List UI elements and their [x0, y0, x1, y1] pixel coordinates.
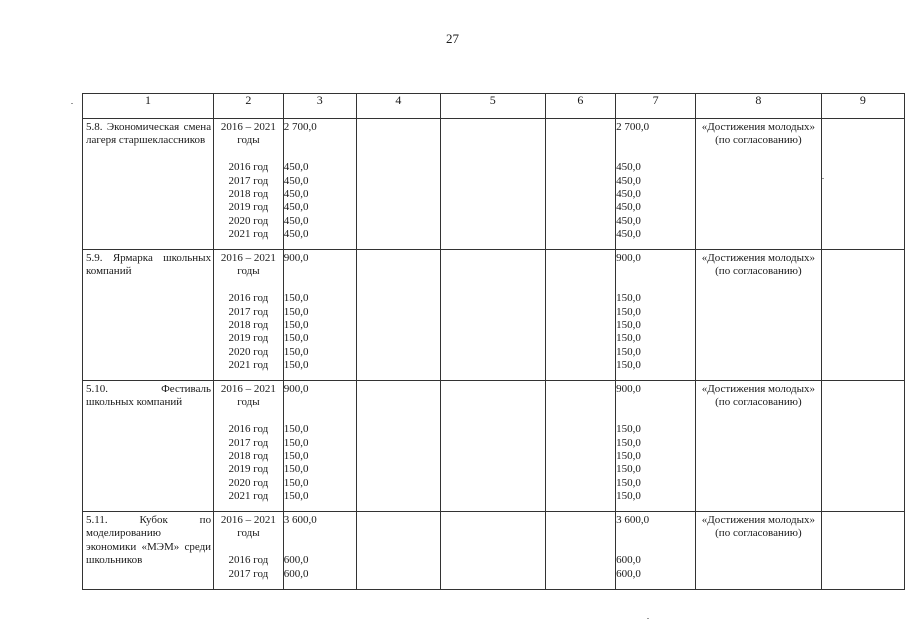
spacer-line: [214, 541, 283, 554]
local-budget-cell: [545, 119, 615, 250]
federal-budget-cell: [356, 381, 440, 512]
spacer-line: [616, 279, 695, 292]
total-value: 900,0: [283, 252, 309, 264]
year-value: 150,0: [616, 292, 641, 305]
total-value: 900,0: [616, 252, 641, 264]
table-row: [83, 512, 905, 590]
activity-name-cell: [83, 119, 214, 250]
column-header-9: 9: [821, 94, 904, 119]
spacer-line: [284, 541, 356, 554]
spacer-line: [616, 148, 695, 161]
period-text: 2016 – 2021: [220, 252, 276, 264]
note-cell: [821, 119, 904, 250]
year-value: 150,0: [616, 305, 641, 318]
year-label: 2018 год: [228, 187, 269, 200]
total-value: 3 600,0: [283, 514, 317, 526]
extrabudget-cell: [616, 119, 696, 250]
period-cell: [214, 119, 284, 250]
year-label: 2021 год: [228, 490, 269, 503]
year-value: 150,0: [283, 332, 309, 345]
scan-speck: [822, 178, 824, 179]
period-text: 2016 – 2021: [220, 383, 276, 395]
spacer-line: [616, 541, 695, 554]
year-value: 450,0: [616, 201, 641, 214]
column-header-2: 2: [214, 94, 284, 119]
period-cell: [214, 381, 284, 512]
spacer-line: [616, 410, 695, 423]
activity-name-cell: [83, 381, 214, 512]
activity-name: 5.9. Ярмарка школьных компаний: [86, 252, 212, 278]
budget-total-cell: [283, 381, 356, 512]
year-value: 450,0: [616, 214, 641, 227]
year-value: 150,0: [283, 292, 309, 305]
federal-budget-cell: [356, 250, 440, 381]
year-value: 450,0: [616, 228, 641, 241]
program-table: [82, 93, 905, 590]
year-value: 450,0: [283, 214, 309, 227]
year-value: 600,0: [616, 567, 641, 580]
executor-cell: [696, 512, 822, 590]
executor-text: (по согласованию): [715, 265, 802, 278]
header-row: [83, 94, 905, 119]
scan-speck: [71, 103, 73, 104]
year-value: 150,0: [616, 332, 641, 345]
spacer-line: [284, 134, 356, 147]
year-label: 2017 год: [228, 174, 269, 187]
spacer-line: [284, 527, 356, 540]
year-value: 150,0: [616, 476, 641, 489]
regional-budget-cell: [440, 381, 545, 512]
total-value: 900,0: [283, 383, 309, 395]
activity-name: 5.10. Фестиваль школьных компаний: [86, 383, 212, 409]
budget-total-cell: [283, 119, 356, 250]
total-value: 900,0: [616, 383, 641, 395]
year-label: 2020 год: [228, 345, 269, 358]
column-header-5: 5: [440, 94, 545, 119]
year-value: 150,0: [616, 359, 641, 372]
year-label: 2016 год: [228, 554, 269, 567]
year-label: 2017 год: [228, 436, 269, 449]
period-cell: [214, 250, 284, 381]
period-cell: [214, 512, 284, 590]
year-label: 2019 год: [228, 201, 269, 214]
federal-budget-cell: [356, 512, 440, 590]
spacer-line: [284, 265, 356, 278]
total-value: 2 700,0: [616, 121, 650, 133]
note-cell: [821, 512, 904, 590]
year-value: 600,0: [283, 567, 309, 580]
spacer-line: [616, 527, 695, 540]
year-label: 2019 год: [228, 463, 269, 476]
year-value: 150,0: [283, 345, 309, 358]
local-budget-cell: [545, 512, 615, 590]
period-text: годы: [237, 265, 260, 278]
year-label: 2018 год: [228, 318, 269, 331]
year-value: 150,0: [283, 476, 309, 489]
year-label: 2020 год: [228, 214, 269, 227]
year-label: 2018 год: [228, 449, 269, 462]
executor-text: «Достижения молодых»: [701, 514, 816, 526]
period-text: годы: [237, 396, 260, 409]
year-value: 450,0: [616, 174, 641, 187]
year-value: 150,0: [283, 490, 309, 503]
spacer-line: [284, 410, 356, 423]
executor-text: (по согласованию): [715, 527, 802, 540]
executor-text: (по согласованию): [715, 396, 802, 409]
column-header-7: 7: [616, 94, 696, 119]
year-label: 2019 год: [228, 332, 269, 345]
activity-name-cell: [83, 512, 214, 590]
spacer-line: [616, 265, 695, 278]
note-cell: [821, 381, 904, 512]
year-value: 150,0: [616, 436, 641, 449]
year-value: 600,0: [616, 554, 641, 567]
spacer-line: [284, 279, 356, 292]
year-value: 150,0: [616, 449, 641, 462]
regional-budget-cell: [440, 512, 545, 590]
table-row: [83, 119, 905, 250]
period-text: годы: [237, 527, 260, 540]
year-label: 2016 год: [228, 161, 269, 174]
year-label: 2017 год: [228, 305, 269, 318]
spacer-line: [214, 279, 283, 292]
year-value: 150,0: [616, 318, 641, 331]
executor-text: «Достижения молодых»: [701, 252, 816, 264]
year-label: 2016 год: [228, 292, 269, 305]
period-text: 2016 – 2021: [220, 514, 276, 526]
year-label: 2021 год: [228, 359, 269, 372]
year-label: 2016 год: [228, 423, 269, 436]
column-header-1: 1: [83, 94, 214, 119]
year-value: 450,0: [616, 187, 641, 200]
executor-text: «Достижения молодых»: [701, 121, 816, 133]
year-value: 150,0: [283, 463, 309, 476]
year-value: 450,0: [283, 161, 309, 174]
column-header-4: 4: [356, 94, 440, 119]
column-header-8: 8: [696, 94, 822, 119]
year-value: 150,0: [616, 345, 641, 358]
year-value: 450,0: [283, 228, 309, 241]
spacer-line: [284, 148, 356, 161]
column-header-3: 3: [283, 94, 356, 119]
budget-total-cell: [283, 250, 356, 381]
total-value: 3 600,0: [616, 514, 650, 526]
year-value: 600,0: [283, 554, 309, 567]
executor-text: «Достижения молодых»: [701, 383, 816, 395]
spacer-line: [214, 410, 283, 423]
local-budget-cell: [545, 381, 615, 512]
year-value: 150,0: [616, 463, 641, 476]
note-cell: [821, 250, 904, 381]
spacer-line: [284, 396, 356, 409]
executor-cell: [696, 119, 822, 250]
spacer-line: [214, 148, 283, 161]
extrabudget-cell: [616, 381, 696, 512]
year-value: 150,0: [283, 305, 309, 318]
extrabudget-cell: [616, 512, 696, 590]
year-value: 150,0: [616, 423, 641, 436]
executor-cell: [696, 250, 822, 381]
year-label: 2020 год: [228, 476, 269, 489]
table-row: [83, 381, 905, 512]
activity-name-cell: [83, 250, 214, 381]
year-value: 450,0: [283, 174, 309, 187]
activity-name: 5.8. Экономическая смена лагеря старшеклассников: [86, 121, 212, 147]
period-text: годы: [237, 134, 260, 147]
regional-budget-cell: [440, 119, 545, 250]
spacer-line: [616, 396, 695, 409]
year-value: 150,0: [616, 490, 641, 503]
budget-total-cell: [283, 512, 356, 590]
table-row: [83, 250, 905, 381]
scan-speck: [647, 618, 649, 619]
year-value: 450,0: [283, 187, 309, 200]
year-value: 150,0: [283, 449, 309, 462]
year-value: 150,0: [283, 436, 309, 449]
regional-budget-cell: [440, 250, 545, 381]
year-label: 2017 год: [228, 567, 269, 580]
activity-name: 5.11. Кубок по моделированию экономики «МЭМ» среди школьников: [86, 514, 212, 567]
federal-budget-cell: [356, 119, 440, 250]
period-text: 2016 – 2021: [220, 121, 276, 133]
local-budget-cell: [545, 250, 615, 381]
year-value: 150,0: [283, 423, 309, 436]
year-value: 150,0: [283, 359, 309, 372]
year-value: 450,0: [283, 201, 309, 214]
column-header-6: 6: [545, 94, 615, 119]
year-label: 2021 год: [228, 228, 269, 241]
total-value: 2 700,0: [283, 121, 317, 133]
spacer-line: [616, 134, 695, 147]
year-value: 150,0: [283, 318, 309, 331]
extrabudget-cell: [616, 250, 696, 381]
page-number: 27: [446, 31, 459, 46]
year-value: 450,0: [616, 161, 641, 174]
executor-cell: [696, 381, 822, 512]
executor-text: (по согласованию): [715, 134, 802, 147]
